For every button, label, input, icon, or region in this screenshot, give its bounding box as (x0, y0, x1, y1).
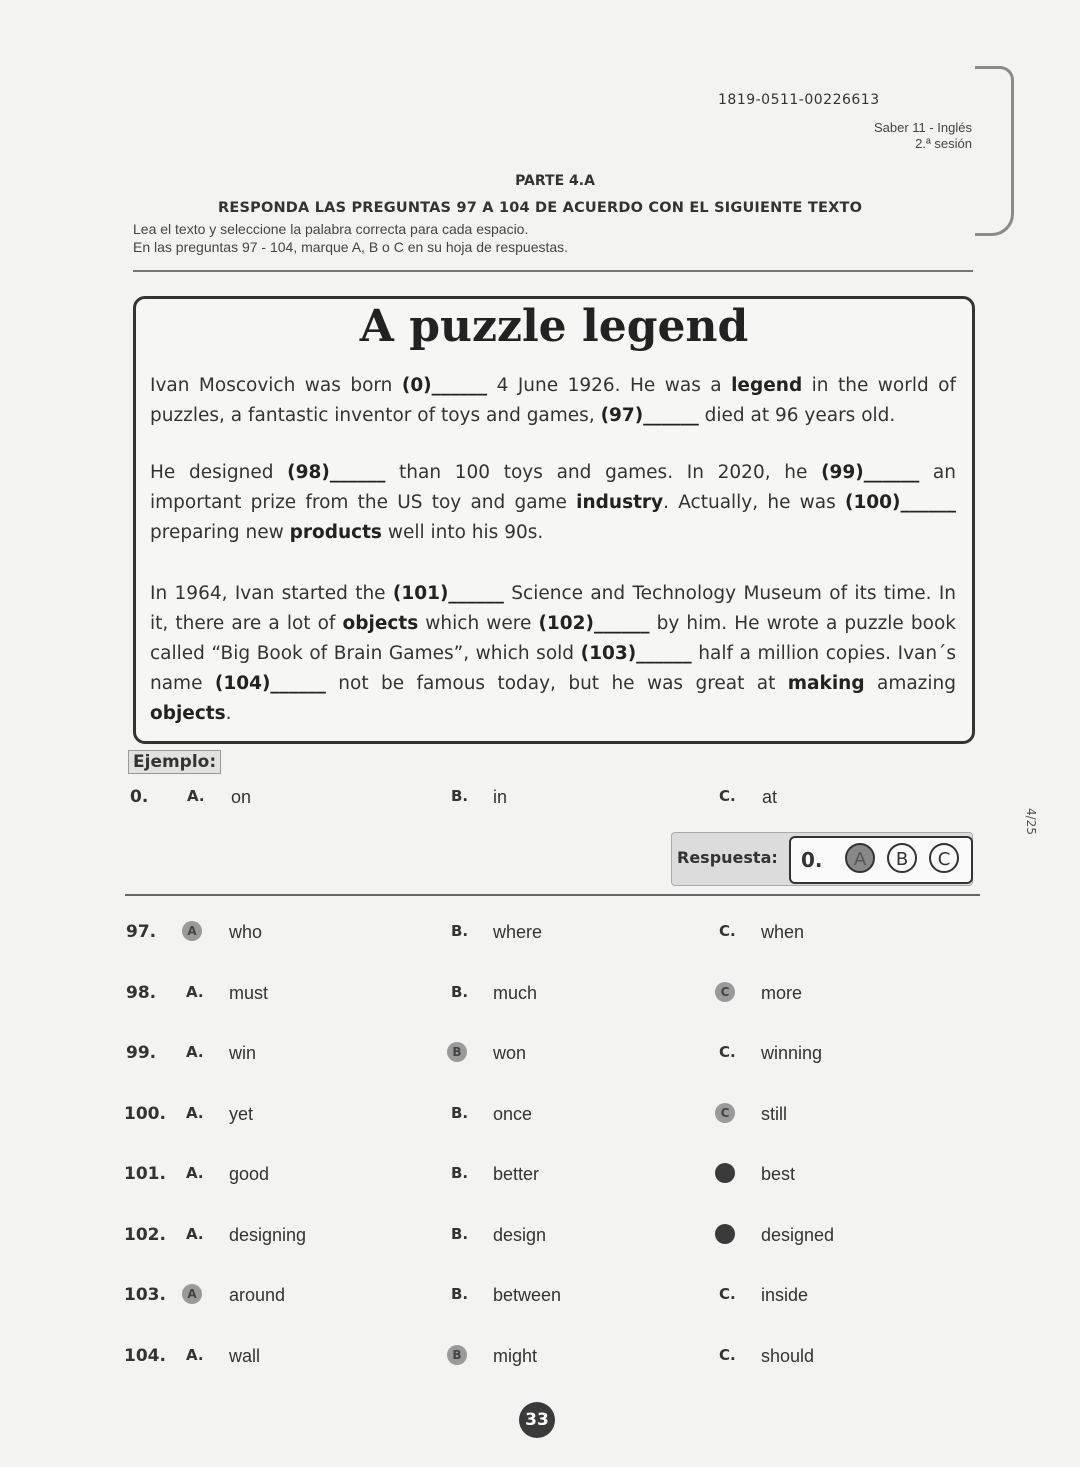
option-c: inside (761, 1285, 809, 1305)
marked-answer-bubble: B (447, 1345, 467, 1365)
answer-bubbles (789, 836, 973, 884)
option-label-c: C. (719, 922, 736, 940)
keyword: products (289, 522, 382, 543)
side-page-marker: 4/25 (1024, 808, 1038, 835)
answer-label: Respuesta: (677, 848, 778, 867)
option-label-b: B. (451, 982, 469, 1001)
option-label-c: C. (719, 1285, 736, 1303)
text: amazing (864, 673, 957, 694)
text: . (225, 703, 232, 724)
marked-answer-bubble: B (447, 1042, 467, 1062)
question-number: 103. (124, 1285, 166, 1305)
marked-answer-bubble: C (715, 1163, 735, 1183)
passage-paragraph-2 (150, 458, 956, 548)
question-row (0, 1346, 1080, 1372)
saber-line-2: 2.ª sesión (915, 136, 972, 151)
text: 4 June 1926. He was a (487, 375, 732, 396)
option-label-a: A. (186, 1164, 204, 1182)
blank-100: (100)______ (844, 492, 957, 513)
option-b: once (493, 1103, 533, 1124)
blank-104: (104)______ (214, 673, 326, 694)
question-number: 100. (124, 1103, 166, 1124)
reading-passage-box (133, 296, 975, 744)
text: He designed (150, 462, 288, 483)
text: than 100 toys and games. In 2020, he (385, 462, 822, 483)
option-label-b: B. (451, 922, 469, 940)
question-row (0, 1043, 1080, 1069)
text: Science and Technology Museum of its time. In it, there are a lot of (150, 583, 956, 634)
paper-clip-icon (975, 66, 1014, 236)
example-tag: Ejemplo: (128, 750, 221, 774)
option-a: must (229, 982, 269, 1003)
divider (133, 270, 973, 272)
blank-0: (0)______ (401, 375, 488, 396)
question-number: 104. (124, 1345, 166, 1366)
text: an important prize from the US toy and game (150, 462, 956, 513)
text: not be famous today, but he was great at (325, 673, 788, 694)
option-c: when (761, 922, 805, 942)
example-option-a: on (231, 787, 252, 807)
option-label-b: B. (451, 1164, 469, 1182)
example-row (0, 787, 1080, 813)
text: well into his 90s. (381, 522, 544, 543)
exam-section-label (874, 120, 972, 152)
passage-paragraph-1 (150, 371, 956, 431)
option-a: wall (229, 1345, 261, 1366)
option-b: much (493, 982, 538, 1003)
option-b: between (493, 1285, 562, 1305)
text: . Actually, he was (663, 492, 845, 513)
saber-line-1: Saber 11 - Inglés (873, 120, 972, 135)
question-number: 98. (126, 982, 157, 1003)
keyword: objects (342, 613, 419, 634)
text: half a million copies. Ivan´s name (150, 643, 956, 694)
example-option-c: at (762, 787, 778, 807)
passage-title: A puzzle legend (359, 301, 749, 352)
option-label-a: A. (186, 1345, 204, 1364)
question-row (0, 983, 1080, 1009)
page-number: 33 (519, 1402, 555, 1438)
instruction-line-1: Lea el texto y seleccione la palabra correcta para cada espacio. (133, 221, 529, 237)
marked-answer-bubble: A (182, 921, 202, 941)
option-c: still (761, 1103, 787, 1124)
example-answer-box (671, 832, 973, 886)
booklet-code: 1819-0511-00226613 (718, 92, 880, 108)
passage-paragraph-3 (150, 579, 956, 729)
text: died at 96 years old. (698, 405, 896, 426)
option-label-a: A. (186, 1103, 204, 1122)
section-instruction-heading: RESPONDA LAS PREGUNTAS 97 A 104 DE ACUERDO CON EL SIGUIENTE TEXTO (218, 200, 863, 216)
text: by him. He wrote a puzzle book called “Big Book of Brain Games”, which sold (150, 613, 956, 664)
text: preparing new (150, 522, 290, 543)
option-b: won (493, 1043, 527, 1063)
keyword: legend (731, 375, 803, 396)
keyword: industry (576, 492, 664, 513)
question-number: 97. (126, 922, 157, 942)
option-label-b: B. (451, 787, 469, 805)
blank-103: (103)______ (580, 643, 692, 664)
option-c: best (761, 1164, 796, 1184)
blank-101: (101)______ (392, 583, 504, 604)
option-a: who (229, 922, 263, 942)
instruction-line-2: En las preguntas 97 - 104, marque A, B o C en su hoja de respuestas. (133, 239, 569, 255)
divider (125, 894, 980, 896)
option-label-a: A. (186, 1043, 204, 1061)
option-label-a: A. (186, 1224, 204, 1243)
answer-number: 0. (801, 848, 823, 872)
bubble-b: B (887, 843, 917, 873)
text: In 1964, Ivan started the (150, 583, 393, 604)
text: in the world of puzzles, a fantastic inventor of toys and games, (150, 375, 956, 426)
option-label-b: B. (451, 1285, 469, 1303)
option-label-c: C. (719, 1345, 736, 1364)
bubble-c: C (929, 843, 959, 873)
example-number: 0. (130, 787, 149, 807)
option-a: designing (229, 1224, 307, 1245)
option-label-c: C. (719, 787, 736, 805)
option-label-a: A. (186, 982, 204, 1001)
option-c: should (761, 1345, 815, 1366)
option-label-c: C. (719, 1043, 736, 1061)
option-c: more (761, 982, 803, 1003)
blank-97: (97)______ (600, 405, 699, 426)
marked-answer-bubble: C (715, 1103, 735, 1123)
blank-102: (102)______ (538, 613, 650, 634)
option-b: might (493, 1345, 538, 1366)
text: Ivan Moscovich was born (150, 375, 402, 396)
bubble-a-filled: A (845, 843, 875, 873)
marked-answer-bubble: A (182, 1284, 202, 1304)
option-c: winning (761, 1043, 823, 1063)
question-row (0, 922, 1080, 948)
option-c: designed (761, 1224, 835, 1245)
question-number: 102. (124, 1224, 166, 1245)
keyword: objects (150, 703, 226, 724)
option-a: win (229, 1043, 257, 1063)
text: which were (418, 613, 539, 634)
part-heading: PARTE 4.A (515, 173, 595, 189)
question-row (0, 1164, 1080, 1190)
blank-98: (98)______ (287, 462, 386, 483)
keyword: making (787, 673, 865, 694)
option-a: yet (229, 1103, 254, 1124)
question-number: 101. (124, 1164, 166, 1184)
option-b: better (493, 1164, 540, 1184)
option-b: where (493, 922, 543, 942)
blank-99: (99)______ (821, 462, 920, 483)
option-a: good (229, 1164, 270, 1184)
question-row (0, 1104, 1080, 1130)
example-option-b: in (493, 787, 508, 807)
option-label-a: A. (187, 787, 205, 805)
question-row (0, 1225, 1080, 1251)
marked-answer-bubble: C (715, 982, 735, 1002)
marked-answer-bubble: C (715, 1224, 735, 1244)
option-b: design (493, 1224, 547, 1245)
question-row (0, 1285, 1080, 1311)
question-number: 99. (126, 1043, 157, 1063)
option-a: around (229, 1285, 286, 1305)
option-label-b: B. (451, 1224, 469, 1243)
option-label-b: B. (451, 1103, 469, 1122)
instructions (133, 220, 568, 256)
